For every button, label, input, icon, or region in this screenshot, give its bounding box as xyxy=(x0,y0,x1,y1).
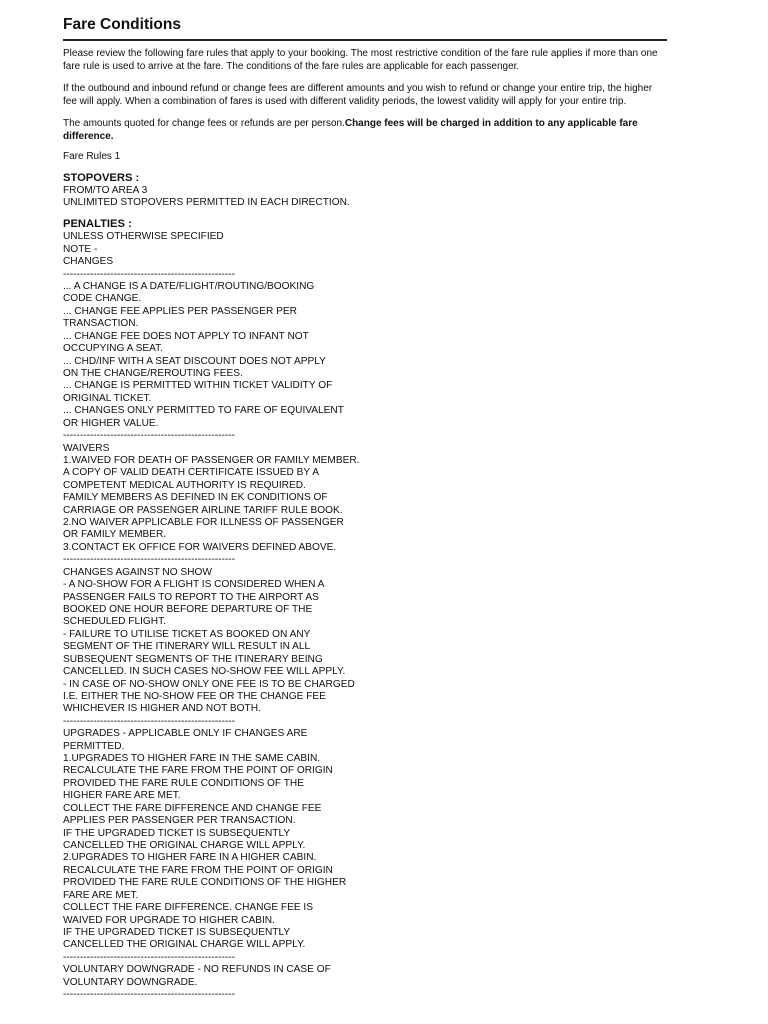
rule-line: CODE CHANGE. xyxy=(63,293,142,305)
rule-line: ... CHD/INF WITH A SEAT DISCOUNT DOES NOT APPLY xyxy=(63,355,326,367)
rule-line: ... CHANGE FEE DOES NOT APPLY TO INFANT NOT xyxy=(63,330,309,342)
rule-line: - A NO-SHOW FOR A FLIGHT IS CONSIDERED WHEN A xyxy=(63,579,325,591)
rule-line: SCHEDULED FLIGHT. xyxy=(63,616,166,628)
rule-line: BOOKED ONE HOUR BEFORE DEPARTURE OF THE xyxy=(63,604,313,615)
rule-line: WAIVERS xyxy=(63,442,110,454)
rule-line: ... CHANGE FEE APPLIES PER PASSENGER PER xyxy=(63,305,297,317)
rule-line: VOLUNTARY DOWNGRADE. xyxy=(63,976,198,988)
rule-line: IF THE UPGRADED TICKET IS SUBSEQUENTLY xyxy=(63,827,291,839)
rule-line: OCCUPYING A SEAT. xyxy=(63,343,163,355)
rule-separator: --------------------------------------------------- xyxy=(63,715,235,727)
rule-line: IF THE UPGRADED TICKET IS SUBSEQUENTLY xyxy=(63,926,291,938)
rule-separator: --------------------------------------------------- xyxy=(63,268,235,280)
rule-line: VOLUNTARY DOWNGRADE - NO REFUNDS IN CASE OF xyxy=(63,964,331,976)
rule-line: FARE ARE MET. xyxy=(63,889,139,901)
rule-line: PROVIDED THE FARE RULE CONDITIONS OF THE HIGHER xyxy=(63,877,347,889)
rule-line: COLLECT THE FARE DIFFERENCE AND CHANGE FEE xyxy=(63,802,322,814)
rule-line: PASSENGER FAILS TO REPORT TO THE AIRPORT AS xyxy=(63,591,319,603)
penalties-lines xyxy=(63,231,667,1001)
rule-line: ORIGINAL TICKET. xyxy=(63,392,152,404)
rule-line: UPGRADES - APPLICABLE ONLY IF CHANGES ARE xyxy=(63,728,308,740)
rule-line: COMPETENT MEDICAL AUTHORITY IS REQUIRED. xyxy=(63,479,306,491)
rule-line: RECALCULATE THE FARE FROM THE POINT OF ORIGIN xyxy=(63,765,333,777)
rule-line: CANCELLED THE ORIGINAL CHARGE WILL APPLY. xyxy=(63,840,306,852)
fare-conditions-page xyxy=(63,0,667,1002)
rule-line: 2.NO WAIVER APPLICABLE FOR ILLNESS OF PASSENGER xyxy=(63,517,344,529)
rule-line: UNLIMITED STOPOVERS PERMITTED IN EACH DIRECTION. xyxy=(63,196,350,208)
fare-rules-label: Fare Rules 1 xyxy=(63,151,121,162)
rule-line: NOTE - xyxy=(63,243,98,255)
rule-line: CANCELLED THE ORIGINAL CHARGE WILL APPLY. xyxy=(63,939,306,951)
rule-separator: --------------------------------------------------- xyxy=(63,430,235,442)
rule-line: RECALCULATE THE FARE FROM THE POINT OF ORIGIN xyxy=(63,864,333,876)
penalties-heading: PENALTIES : xyxy=(63,218,132,231)
rule-line: 3.CONTACT EK OFFICE FOR WAIVERS DEFINED ABOVE. xyxy=(63,541,337,553)
change-fee-note: Change fees will be charged in addition to any applicable fare difference. xyxy=(63,118,638,142)
rule-line: FROM/TO AREA 3 xyxy=(63,184,148,196)
rule-line: SUBSEQUENT SEGMENTS OF THE ITINERARY BEING xyxy=(63,653,323,665)
rule-line: APPLIES PER PASSENGER PER TRANSACTION. xyxy=(63,815,296,827)
rule-line: - IN CASE OF NO-SHOW ONLY ONE FEE IS TO BE CHARGED xyxy=(63,678,355,690)
rule-line: CHANGES AGAINST NO SHOW xyxy=(63,566,212,578)
stopovers-heading: STOPOVERS : xyxy=(63,171,140,184)
rule-line: PERMITTED. xyxy=(63,740,125,752)
intro-paragraph-rules: Please review the following fare rules that apply to your booking. The most restrictive condition of the fare rule applies if more than one fare rule is used to arrive at the fare. The conditions of the fare rules are applicable for each passenger. xyxy=(63,48,658,72)
rule-line: SEGMENT OF THE ITINERARY WILL RESULT IN ALL xyxy=(63,641,311,653)
rule-separator: --------------------------------------------------- xyxy=(63,554,235,566)
rule-line: HIGHER FARE ARE MET. xyxy=(63,790,181,802)
rule-line: 2.UPGRADES TO HIGHER FARE IN A HIGHER CABIN. xyxy=(63,852,317,864)
rule-line: OR FAMILY MEMBER. xyxy=(63,529,167,541)
page-title: Fare Conditions xyxy=(63,0,667,41)
rule-line: COLLECT THE FARE DIFFERENCE. CHANGE FEE IS xyxy=(63,902,313,914)
rule-line: ... CHANGE IS PERMITTED WITHIN TICKET VALIDITY OF xyxy=(63,380,333,392)
rule-line: ... A CHANGE IS A DATE/FLIGHT/ROUTING/BOOKING xyxy=(63,281,315,293)
rule-separator: --------------------------------------------------- xyxy=(63,951,235,963)
rule-line: FAMILY MEMBERS AS DEFINED IN EK CONDITIONS OF xyxy=(63,492,328,504)
rule-line: 1.WAIVED FOR DEATH OF PASSENGER OR FAMILY MEMBER. xyxy=(63,454,360,466)
rule-line: UNLESS OTHERWISE SPECIFIED xyxy=(63,231,224,243)
rule-line: CANCELLED. IN SUCH CASES NO-SHOW FEE WILL APPLY. xyxy=(63,666,346,678)
intro-paragraph-fees: If the outbound and inbound refund or change fees are different amounts and you wish to refund or change your entire trip, the higher fee will apply. When a combination of fares is used with different validity periods, the lowest validity will apply for your entire trip. xyxy=(63,83,653,107)
rule-line: A COPY OF VALID DEATH CERTIFICATE ISSUED BY A xyxy=(63,467,319,479)
rule-line: 1.UPGRADES TO HIGHER FARE IN THE SAME CABIN. xyxy=(63,753,321,765)
rule-line: WHICHEVER IS HIGHER AND NOT BOTH. xyxy=(63,703,261,715)
rule-line: ... CHANGES ONLY PERMITTED TO FARE OF EQUIVALENT xyxy=(63,405,344,417)
rule-line: CHANGES xyxy=(63,256,114,268)
rule-line: ON THE CHANGE/REROUTING FEES. xyxy=(63,367,243,379)
rule-line: CARRIAGE OR PASSENGER AIRLINE TARIFF RULE BOOK. xyxy=(63,504,343,516)
rule-line: - FAILURE TO UTILISE TICKET AS BOOKED ON ANY xyxy=(63,628,311,640)
rule-line: TRANSACTION. xyxy=(63,318,139,330)
stopovers-lines xyxy=(63,185,667,210)
rule-line: I.E. EITHER THE NO-SHOW FEE OR THE CHANGE FEE xyxy=(63,690,326,702)
per-person-note: The amounts quoted for change fees or refunds are per person. xyxy=(63,118,345,129)
rule-separator: --------------------------------------------------- xyxy=(63,989,235,1001)
intro-paragraph-per-person xyxy=(63,118,667,143)
rule-line: PROVIDED THE FARE RULE CONDITIONS OF THE xyxy=(63,777,304,789)
rule-line: WAIVED FOR UPGRADE TO HIGHER CABIN. xyxy=(63,914,275,926)
rule-line: OR HIGHER VALUE. xyxy=(63,417,159,429)
